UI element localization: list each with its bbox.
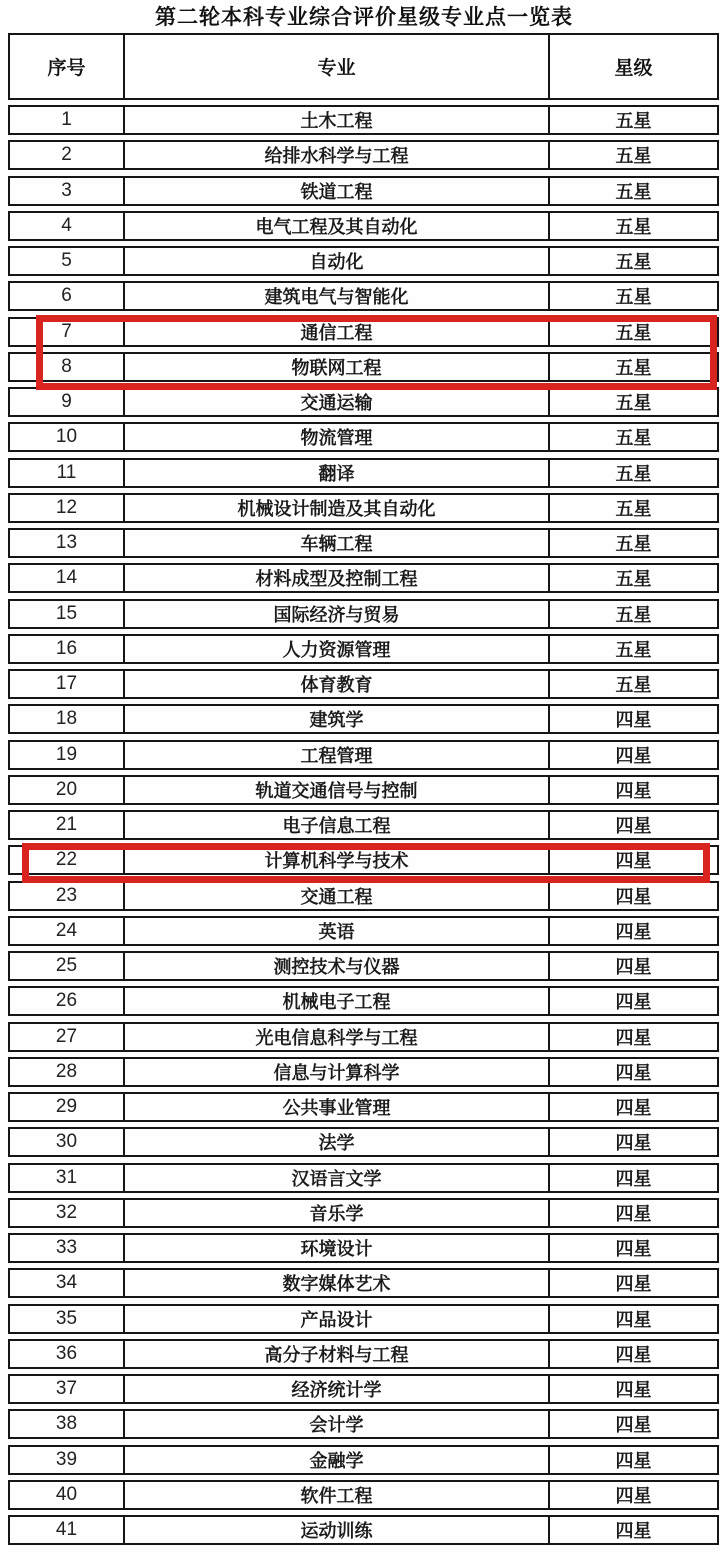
row-star-cell: 五星 <box>615 569 652 590</box>
row-index-cell: 14 <box>55 567 78 589</box>
row-major-cell: 经济统计学 <box>291 1380 382 1400</box>
row-major-cell: 汉语言文学 <box>291 1168 382 1189</box>
table-body <box>8 105 719 1545</box>
row-major-cell: 测控技术与仪器 <box>273 957 400 977</box>
row-index-cell: 31 <box>55 1166 78 1188</box>
row-star-cell: 四星 <box>615 1239 652 1259</box>
row-major-cell: 通信工程 <box>300 322 373 343</box>
row-index-cell: 19 <box>55 743 78 765</box>
row-index-cell: 9 <box>61 391 72 412</box>
table-row <box>8 211 719 241</box>
row-star-cell: 四星 <box>615 1380 652 1400</box>
row-star-cell: 五星 <box>615 216 652 237</box>
row-star-cell: 五星 <box>615 675 652 695</box>
row-major-cell: 给排水科学与工程 <box>264 146 409 167</box>
row-star-cell: 四星 <box>615 1344 652 1365</box>
row-index-cell: 25 <box>55 955 78 976</box>
row-major-cell: 交通运输 <box>300 393 373 413</box>
header-major: 专业 <box>317 58 356 79</box>
row-major-cell: 法学 <box>318 1133 355 1154</box>
row-star-cell: 四星 <box>615 780 652 801</box>
row-star-cell: 五星 <box>615 252 652 272</box>
row-index-cell: 1 <box>61 109 72 130</box>
table-row <box>8 1163 719 1193</box>
table-row <box>8 1268 719 1298</box>
row-index-cell: 12 <box>55 496 78 518</box>
table-row <box>8 422 719 452</box>
row-star-cell: 四星 <box>615 851 652 872</box>
row-star-cell: 五星 <box>615 428 652 449</box>
table-row <box>8 1445 719 1475</box>
row-index-cell: 4 <box>61 214 72 236</box>
row-major-cell: 音乐学 <box>309 1203 364 1224</box>
header-index: 序号 <box>47 58 86 79</box>
row-major-cell: 机械设计制造及其自动化 <box>237 498 436 519</box>
table-row <box>8 387 719 417</box>
row-major-cell: 材料成型及控制工程 <box>255 569 418 590</box>
table-row <box>8 845 719 875</box>
row-major-cell: 建筑电气与智能化 <box>264 287 409 308</box>
row-star-cell: 四星 <box>615 1415 652 1436</box>
row-index-cell: 37 <box>55 1378 78 1399</box>
row-major-cell: 英语 <box>318 921 355 942</box>
row-star-cell: 五星 <box>615 604 652 625</box>
table-row <box>8 1092 719 1122</box>
row-major-cell: 物联网工程 <box>291 357 382 378</box>
row-index-cell: 15 <box>55 602 78 624</box>
table-row <box>8 105 719 135</box>
row-index-cell: 16 <box>55 637 78 659</box>
row-major-cell: 数字媒体艺术 <box>282 1274 391 1295</box>
row-major-cell: 环境设计 <box>300 1239 373 1259</box>
table-row <box>8 1409 719 1439</box>
row-star-cell: 四星 <box>615 816 652 836</box>
row-star-cell: 四星 <box>615 1062 652 1083</box>
table-row <box>8 881 719 911</box>
row-star-cell: 四星 <box>615 921 652 942</box>
table-row <box>8 317 719 347</box>
table-row <box>8 1480 719 1510</box>
header-star: 星级 <box>614 58 653 79</box>
row-star-cell: 四星 <box>615 1027 652 1048</box>
row-major-cell: 公共事业管理 <box>282 1098 391 1118</box>
table-row <box>8 528 719 558</box>
table-row <box>8 1057 719 1087</box>
row-index-cell: 24 <box>55 919 78 941</box>
row-star-cell: 四星 <box>615 710 652 731</box>
row-major-cell: 物流管理 <box>300 428 373 449</box>
ratings-table <box>8 33 719 1550</box>
row-index-cell: 13 <box>55 532 78 553</box>
row-major-cell: 国际经济与贸易 <box>273 604 400 625</box>
row-star-cell: 四星 <box>615 886 652 907</box>
table-row <box>8 599 719 629</box>
row-star-cell: 五星 <box>615 534 652 554</box>
row-index-cell: 40 <box>55 1483 78 1505</box>
row-index-cell: 28 <box>55 1060 78 1082</box>
row-index-cell: 6 <box>61 285 72 307</box>
row-major-cell: 运动训练 <box>300 1521 373 1541</box>
table-row <box>8 775 719 805</box>
row-major-cell: 计算机科学与技术 <box>264 851 409 872</box>
table-row <box>8 740 719 770</box>
row-major-cell: 土木工程 <box>300 111 373 131</box>
row-index-cell: 17 <box>55 673 78 694</box>
row-index-cell: 36 <box>55 1342 78 1364</box>
table-row <box>8 1515 719 1545</box>
row-index-cell: 22 <box>55 849 78 871</box>
row-star-cell: 五星 <box>615 111 652 131</box>
row-major-cell: 会计学 <box>309 1415 364 1436</box>
table-row <box>8 1374 719 1404</box>
row-major-cell: 产品设计 <box>300 1309 373 1330</box>
table-row <box>8 916 719 946</box>
row-index-cell: 5 <box>61 250 72 271</box>
table-row <box>8 458 719 488</box>
table-row <box>8 563 719 593</box>
row-star-cell: 五星 <box>615 181 652 202</box>
table-row <box>8 246 719 276</box>
row-index-cell: 41 <box>55 1519 78 1540</box>
table-row <box>8 810 719 840</box>
table-row <box>8 1198 719 1228</box>
row-index-cell: 2 <box>61 144 72 166</box>
row-star-cell: 四星 <box>615 1450 652 1471</box>
row-index-cell: 27 <box>55 1025 78 1047</box>
row-major-cell: 人力资源管理 <box>282 639 391 660</box>
table-row <box>8 176 719 206</box>
row-major-cell: 软件工程 <box>300 1485 373 1506</box>
row-major-cell: 车辆工程 <box>300 534 373 554</box>
table-row <box>8 634 719 664</box>
table-row <box>8 1233 719 1263</box>
table-header-row <box>8 33 719 100</box>
row-star-cell: 四星 <box>615 992 652 1013</box>
row-star-cell: 四星 <box>615 1485 652 1506</box>
row-index-cell: 11 <box>56 461 77 483</box>
row-star-cell: 五星 <box>615 639 652 660</box>
row-major-cell: 建筑学 <box>309 710 364 731</box>
row-major-cell: 自动化 <box>309 252 364 272</box>
row-major-cell: 信息与计算科学 <box>273 1062 400 1083</box>
row-index-cell: 30 <box>55 1131 78 1153</box>
table-row <box>8 704 719 734</box>
row-star-cell: 四星 <box>615 957 652 977</box>
row-star-cell: 五星 <box>615 357 652 378</box>
row-index-cell: 32 <box>55 1201 78 1223</box>
row-major-cell: 机械电子工程 <box>282 992 391 1013</box>
table-row <box>8 1339 719 1369</box>
table-row <box>8 669 719 699</box>
table-row <box>8 352 719 382</box>
table-row <box>8 140 719 170</box>
row-star-cell: 四星 <box>615 1168 652 1189</box>
row-major-cell: 体育教育 <box>300 675 373 695</box>
row-star-cell: 五星 <box>615 322 652 343</box>
row-index-cell: 7 <box>61 320 72 342</box>
row-index-cell: 35 <box>55 1307 78 1329</box>
row-star-cell: 五星 <box>615 287 652 308</box>
row-index-cell: 8 <box>61 355 72 377</box>
row-star-cell: 五星 <box>615 146 652 167</box>
row-star-cell: 五星 <box>615 393 652 413</box>
row-major-cell: 铁道工程 <box>300 181 373 202</box>
row-star-cell: 四星 <box>615 1133 652 1154</box>
table-row <box>8 1304 719 1334</box>
row-index-cell: 26 <box>55 990 78 1012</box>
page-title: 第二轮本科专业综合评价星级专业点一览表 <box>155 6 573 29</box>
table-row <box>8 986 719 1016</box>
row-star-cell: 四星 <box>615 1274 652 1295</box>
row-index-cell: 38 <box>55 1413 78 1435</box>
row-index-cell: 33 <box>55 1237 78 1258</box>
row-index-cell: 20 <box>55 778 78 800</box>
row-major-cell: 工程管理 <box>300 745 373 766</box>
row-major-cell: 交通工程 <box>300 886 373 907</box>
row-index-cell: 34 <box>55 1272 78 1294</box>
row-major-cell: 电子信息工程 <box>282 816 391 836</box>
table-row <box>8 1127 719 1157</box>
row-major-cell: 翻译 <box>318 463 355 484</box>
row-index-cell: 21 <box>55 814 78 835</box>
row-major-cell: 轨道交通信号与控制 <box>255 780 418 801</box>
row-star-cell: 四星 <box>615 1098 652 1118</box>
table-row <box>8 493 719 523</box>
row-major-cell: 电气工程及其自动化 <box>255 216 418 237</box>
row-star-cell: 四星 <box>615 745 652 766</box>
table-row <box>8 1022 719 1052</box>
row-index-cell: 39 <box>55 1448 78 1470</box>
table-row <box>8 951 719 981</box>
row-major-cell: 光电信息科学与工程 <box>255 1027 418 1048</box>
row-major-cell: 高分子材料与工程 <box>264 1344 409 1365</box>
row-star-cell: 四星 <box>615 1309 652 1330</box>
row-index-cell: 18 <box>55 708 78 730</box>
row-index-cell: 3 <box>61 179 72 201</box>
row-index-cell: 23 <box>55 884 78 906</box>
row-star-cell: 四星 <box>615 1521 652 1541</box>
row-index-cell: 10 <box>55 426 78 448</box>
row-index-cell: 29 <box>55 1096 78 1117</box>
row-star-cell: 五星 <box>615 498 652 519</box>
row-major-cell: 金融学 <box>309 1450 364 1471</box>
table-row <box>8 281 719 311</box>
row-star-cell: 五星 <box>615 463 652 484</box>
row-star-cell: 四星 <box>615 1203 652 1224</box>
